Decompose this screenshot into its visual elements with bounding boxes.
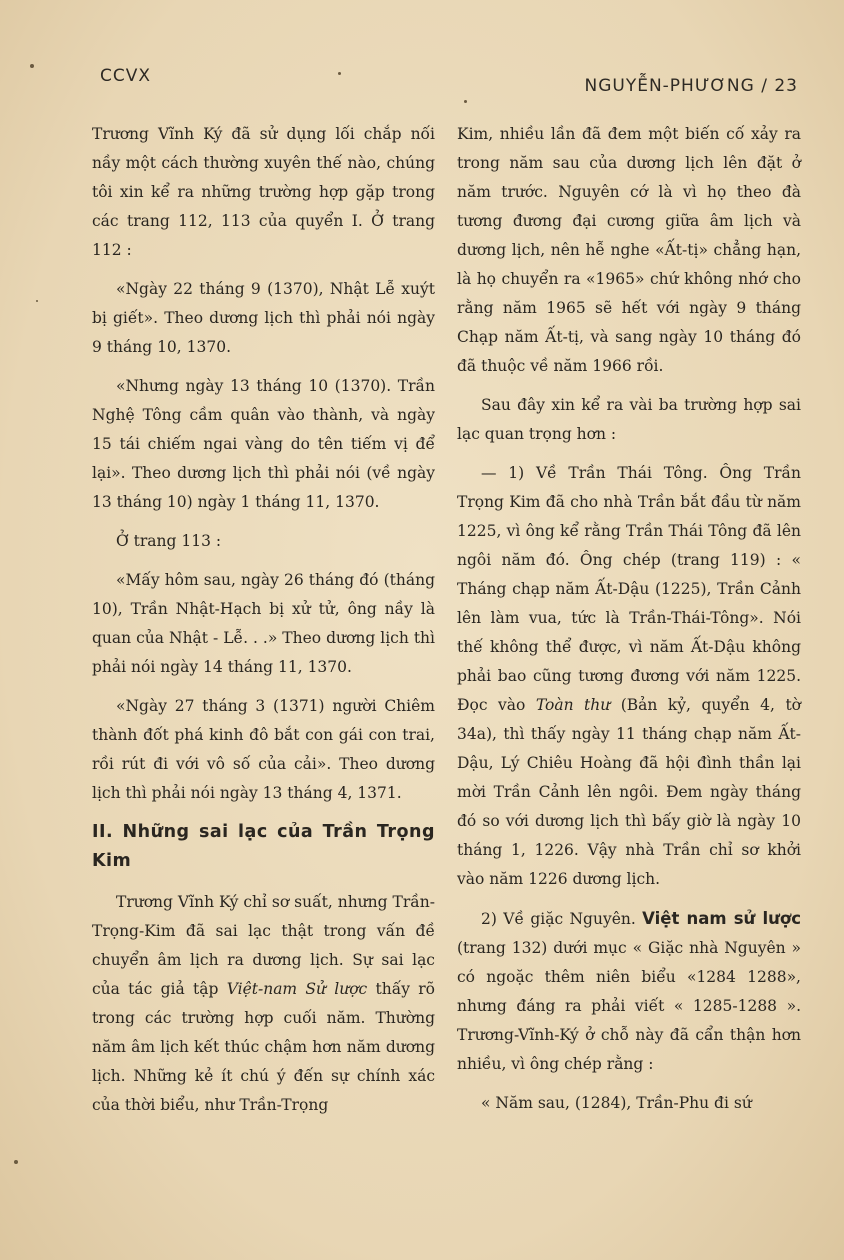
paper-speck <box>30 64 34 68</box>
book-title: Việt-nam Sử lược <box>226 980 368 998</box>
paragraph <box>92 888 435 1120</box>
paper-speck <box>36 300 38 302</box>
header-code: CCVX <box>100 66 152 86</box>
paper-speck <box>14 1160 18 1164</box>
right-column <box>457 120 801 1128</box>
text-run: (trang 132) dưới mục « Giặc nhà Nguyên » có ngoặc thêm niên biểu «1284 1288», nhưng đáng ra phải viết « 1285-1288 ». Trương-Vĩnh-Ký ở chỗ này đã cẩn thận hơn nhiều, vì ông chép rằng : <box>457 939 801 1073</box>
header-author-page: NGUYỄN-PHƯƠNG / 23 <box>584 76 798 96</box>
paragraph <box>457 904 801 1079</box>
text-run: Trương Vĩnh Ký chỉ sơ suất, nhưng Trần-Trọng-Kim đã sai lạc thật trong vấn đề chuyển âm lịch ra dương lịch. Sự sai lạc của tác giả tập <box>92 893 435 998</box>
quote-paragraph: «Ngày 27 tháng 3 (1371) người Chiêm thành đốt phá kinh đô bắt con gái con trai, rồi rút đi với vô số của cải». Theo dương lịch thì phải nói ngày 13 tháng 4, 1371. <box>92 697 435 802</box>
paragraph <box>457 459 801 894</box>
text-run: — 1) Về Trần Thái Tông. Ông Trần Trọng Kim đã cho nhà Trần bắt đầu từ năm 1225, vì ông kể rằng Trần Thái Tông đã lên ngôi năm đó. Ông chép (trang 119) : « Tháng chạp năm Ất-Dậu (1225), Trần Cảnh lên làm vua, tức là Trần-Thái-Tông». Nói thế không thể được, vì năm Ất-Dậu không phải bao cũng tương đương với năm 1225. Đọc vào <box>457 464 801 714</box>
page-header <box>100 66 798 96</box>
quote-paragraph: « Năm sau, (1284), Trần-Phu đi sứ <box>481 1094 752 1112</box>
paper-speck <box>338 72 341 75</box>
text-run: 2) Về giặc Nguyên. <box>481 910 643 928</box>
paper-speck <box>464 100 467 103</box>
left-column <box>92 120 435 1130</box>
quote-paragraph: «Ngày 22 tháng 9 (1370), Nhật Lễ xuýt bị giết». Theo dương lịch thì phải nói ngày 9 tháng 10, 1370. <box>92 280 435 356</box>
text-run: thấy rõ trong các trường hợp cuối năm. Thường năm âm lịch kết thúc chậm hơn năm dương lịch. Những kẻ ít chú ý đến sự chính xác của thời biểu, như Trần-Trọng <box>92 980 435 1114</box>
section-heading: II. Những sai lạc của Trần Trọng Kim <box>92 822 435 871</box>
book-title-bold: Việt nam sử lược <box>642 909 801 928</box>
paragraph: Sau đây xin kể ra vài ba trường hợp sai lạc quan trọng hơn : <box>457 396 801 443</box>
quote-paragraph: «Mấy hôm sau, ngày 26 tháng đó (tháng 10), Trần Nhật-Hạch bị xử tử, ông nầy là quan của Nhật - Lễ. . .» Theo dương lịch thì phải nói ngày 14 tháng 11, 1370. <box>92 571 435 676</box>
book-title: Toàn thư <box>535 696 611 714</box>
text-run: (Bản kỷ, quyển 4, tờ 34a), thì thấy ngày 11 tháng chạp năm Ất-Dậu, Lý Chiêu Hoàng đã hội đình thần lại mời Trần Cảnh lên ngôi. Đem ngày tháng đó so với dương lịch thì bấy giờ là ngày 10 tháng 1, 1226. Vậy nhà Trần chỉ sơ khởi vào năm 1226 dương lịch. <box>457 696 802 888</box>
quote-paragraph: «Nhưng ngày 13 tháng 10 (1370). Trần Nghệ Tông cầm quân vào thành, và ngày 15 tái chiếm ngai vàng do tên tiếm vị để lại». Theo dương lịch thì phải nói (về ngày 13 tháng 10) ngày 1 tháng 11, 1370. <box>92 377 435 511</box>
paragraph: Kim, nhiều lần đã đem một biến cố xảy ra trong năm sau của dương lịch lên đặt ở năm trước. Nguyên cớ là vì họ theo đà tương đương đại cương giữa âm lịch và dương lịch, nên hễ nghe «Ất-tị» chẳng hạn, là họ chuyển ra «1965» chứ không nhớ cho rằng năm 1965 sẽ hết với ngày 9 tháng Chạp năm Ất-tị, và sang ngày 10 tháng đó đã thuộc về năm 1966 rồi. <box>457 125 801 375</box>
paragraph: Trương Vĩnh Ký đã sử dụng lối chắp nối nầy một cách thường xuyên thế nào, chúng tôi xin kể ra những trường hợp gặp trong các trang 112, 113 của quyển I. Ở trang 112 : <box>92 125 435 259</box>
paragraph: Ở trang 113 : <box>116 532 222 550</box>
